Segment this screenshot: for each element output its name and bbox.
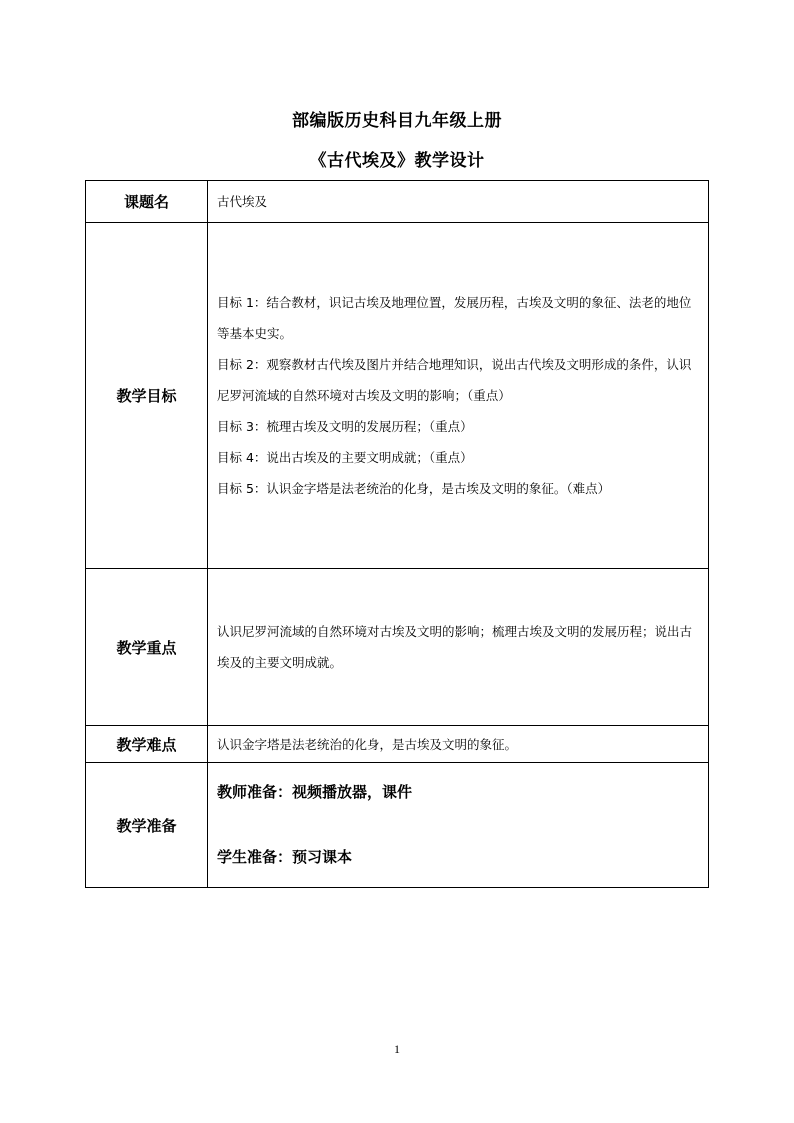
document-title: 部编版历史科目九年级上册	[292, 111, 502, 131]
lesson-plan-table	[85, 180, 709, 888]
preparation-label: 教学准备	[86, 763, 208, 888]
table-row-lesson-name	[86, 181, 709, 223]
key-points-value: 认识尼罗河流域的自然环境对古埃及文明的影响；梳理古埃及文明的发展历程；说出古埃及的主要文明成就。	[208, 569, 709, 726]
difficulties-label: 教学难点	[86, 726, 208, 763]
table-row-key-points	[86, 569, 709, 726]
objective-item-1: 目标 1：结合教材，识记古埃及地理位置，发展历程，古埃及文明的象征、法老的地位等基本史实。	[217, 295, 692, 341]
lesson-name-label: 课题名	[86, 181, 208, 223]
objective-item-2: 目标 2：观察教材古代埃及图片并结合地理知识，说出古代埃及文明形成的条件，认识尼罗河流域的自然环境对古埃及文明的影响；（重点）	[217, 357, 692, 403]
table-row-preparation	[86, 763, 709, 888]
student-preparation: 学生准备：预习课本	[217, 848, 353, 866]
document-subtitle: 《古代埃及》教学设计	[309, 151, 485, 171]
objective-item-5: 目标 5：认识金字塔是法老统治的化身，是古埃及文明的象征。（难点）	[217, 481, 611, 496]
objectives-label: 教学目标	[86, 223, 208, 569]
objective-item-4: 目标 4：说出古埃及的主要文明成就；（重点）	[217, 450, 473, 465]
page-number: 1	[394, 1042, 400, 1056]
key-points-label: 教学重点	[86, 569, 208, 726]
objective-item-3: 目标 3：梳理古埃及文明的发展历程；（重点）	[217, 419, 473, 434]
objectives-cell	[208, 223, 709, 569]
lesson-name-value: 古代埃及	[208, 181, 709, 223]
table-row-objectives	[86, 223, 709, 569]
table-row-difficulties	[86, 726, 709, 763]
difficulties-value: 认识金字塔是法老统治的化身，是古埃及文明的象征。	[208, 726, 709, 763]
teacher-preparation: 教师准备：视频播放器，课件	[217, 783, 413, 801]
preparation-cell	[208, 763, 709, 888]
